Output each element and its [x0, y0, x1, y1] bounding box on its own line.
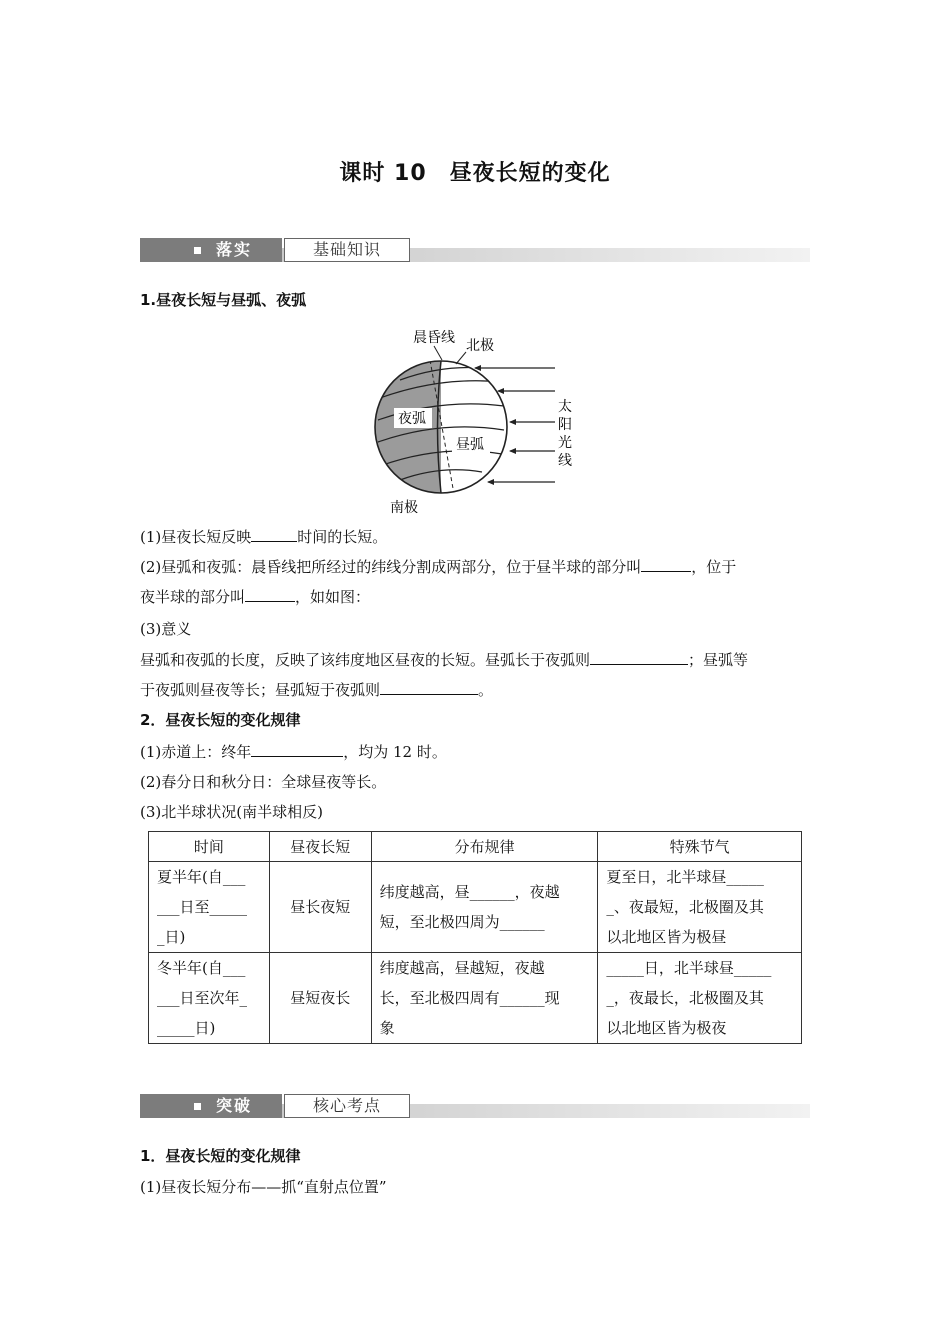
page-title: 课时 10 昼夜长短的变化: [339, 161, 611, 186]
cell-line: ___日至_____: [157, 898, 248, 916]
cell-line: 长，至北极四周有______现: [379, 989, 560, 1007]
text-segment: (2)昼弧和夜弧：晨昏线把所经过的纬线分割成两部分，位于昼半球的部分叫: [140, 558, 642, 576]
northern-hemisphere-table: [148, 831, 802, 1044]
item-2-2: (2)春分日和秋分日：全球昼夜等长。: [140, 773, 387, 791]
text-segment: (1)赤道上：终年: [140, 743, 252, 761]
fill-blank: [641, 557, 691, 572]
text-segment: 于夜弧则昼夜等长；昼弧短于夜弧则: [140, 681, 381, 699]
cell-line: _日): [157, 928, 186, 946]
fill-blank: [380, 680, 478, 695]
sunlight-label-char: 太: [558, 399, 572, 415]
table-header-row: [149, 832, 802, 862]
terminator-label: 晨昏线: [413, 330, 455, 346]
item-3-1: (1)昼夜长短分布——抓“直射点位置”: [140, 1178, 387, 1196]
day-arc-label: 昼弧: [456, 437, 484, 453]
cell-line: 象: [379, 1019, 395, 1037]
text-segment: ，均为 12 时。: [343, 743, 447, 761]
north-pole-label: 北极: [466, 338, 494, 354]
sunlight-arrows: [475, 368, 555, 482]
section-banner-basics: [140, 238, 810, 266]
cell-length: 昼短夜长: [269, 953, 371, 1044]
cell-time: [149, 953, 270, 1044]
table-header: 特殊节气: [598, 832, 802, 862]
cell-line: 以北地区皆为极夜: [606, 1019, 727, 1037]
banner-dark-tab: [140, 238, 282, 262]
cell-line: 以北地区皆为极昼: [606, 928, 727, 946]
sunlight-label-char: 阳: [558, 417, 572, 433]
day-night-arc-diagram: [370, 320, 590, 520]
text-segment: (1)昼夜长短反映: [140, 528, 252, 546]
fill-blank: [245, 587, 295, 602]
terminator-leader: [434, 346, 442, 360]
sunlight-label-char: 线: [558, 453, 572, 469]
section2-heading: 2．昼夜长短的变化规律: [140, 711, 301, 729]
text-segment: ，如如图：: [295, 588, 371, 606]
item-1-3-text-line1: [140, 650, 748, 670]
text-segment: ；昼弧等: [688, 651, 749, 669]
item-1-1: [140, 527, 387, 547]
square-bullet-icon: [194, 247, 201, 254]
cell-time: [149, 862, 270, 953]
table-row: [149, 953, 802, 1044]
cell-line: _____日): [157, 1019, 216, 1037]
table-row: [149, 862, 802, 953]
text-segment: ，位于: [691, 558, 737, 576]
table-header: 分布规律: [371, 832, 598, 862]
banner-dark-tab: [140, 1094, 282, 1118]
item-1-2-line1: [140, 557, 736, 577]
cell-line: ___日至次年_: [157, 989, 248, 1007]
section3-heading: 1．昼夜长短的变化规律: [140, 1147, 301, 1165]
table-header: 昼夜长短: [269, 832, 371, 862]
item-1-2-line2: [140, 587, 370, 607]
section-banner-key-points: [140, 1094, 810, 1122]
item-1-3-text-line2: [140, 680, 493, 700]
fill-blank: [251, 742, 343, 757]
square-bullet-icon: [194, 1103, 201, 1110]
cell-line: 夏半年(自___: [157, 868, 246, 886]
cell-line: 纬度越高，昼越短，夜越: [379, 959, 545, 977]
cell-length: 昼长夜短: [269, 862, 371, 953]
text-segment: 昼弧和夜弧的长度，反映了该纬度地区昼夜的长短。昼弧长于夜弧则: [140, 651, 591, 669]
cell-rule: [371, 953, 598, 1044]
cell-rule: [371, 862, 598, 953]
banner-light-label: 核心考点: [284, 1094, 410, 1118]
table-header: 时间: [149, 832, 270, 862]
night-arc-label: 夜弧: [398, 411, 426, 427]
cell-term: [598, 953, 802, 1044]
item-1-3: (3)意义: [140, 620, 192, 638]
cell-line: 夏至日，北半球昼_____: [606, 868, 764, 886]
banner-light-label: 基础知识: [284, 238, 410, 262]
south-pole-label: 南极: [390, 500, 418, 516]
item-2-3: (3)北半球状况(南半球相反): [140, 803, 323, 821]
section1-heading: 1.昼夜长短与昼弧、夜弧: [140, 291, 307, 309]
fill-blank: [590, 650, 688, 665]
text-segment: 夜半球的部分叫: [140, 588, 246, 606]
cell-line: 冬半年(自___: [157, 959, 246, 977]
cell-line: _、夜最短，北极圈及其: [606, 898, 764, 916]
cell-line: _，夜最长，北极圈及其: [606, 989, 764, 1007]
fill-blank: [251, 527, 297, 542]
banner-dark-label: 突破: [216, 1096, 253, 1115]
item-2-1: [140, 742, 447, 762]
cell-line: 短，至北极四周为______: [379, 913, 545, 931]
arrow-heads: [474, 365, 516, 485]
cell-term: [598, 862, 802, 953]
text-segment: 时间的长短。: [297, 528, 388, 546]
cell-line: 纬度越高，昼______，夜越: [379, 883, 560, 901]
cell-line: _____日，北半球昼_____: [606, 959, 772, 977]
text-segment: 。: [478, 681, 494, 699]
banner-dark-label: 落实: [216, 240, 253, 259]
sunlight-label-char: 光: [558, 435, 572, 451]
north-pole-leader: [456, 352, 466, 364]
